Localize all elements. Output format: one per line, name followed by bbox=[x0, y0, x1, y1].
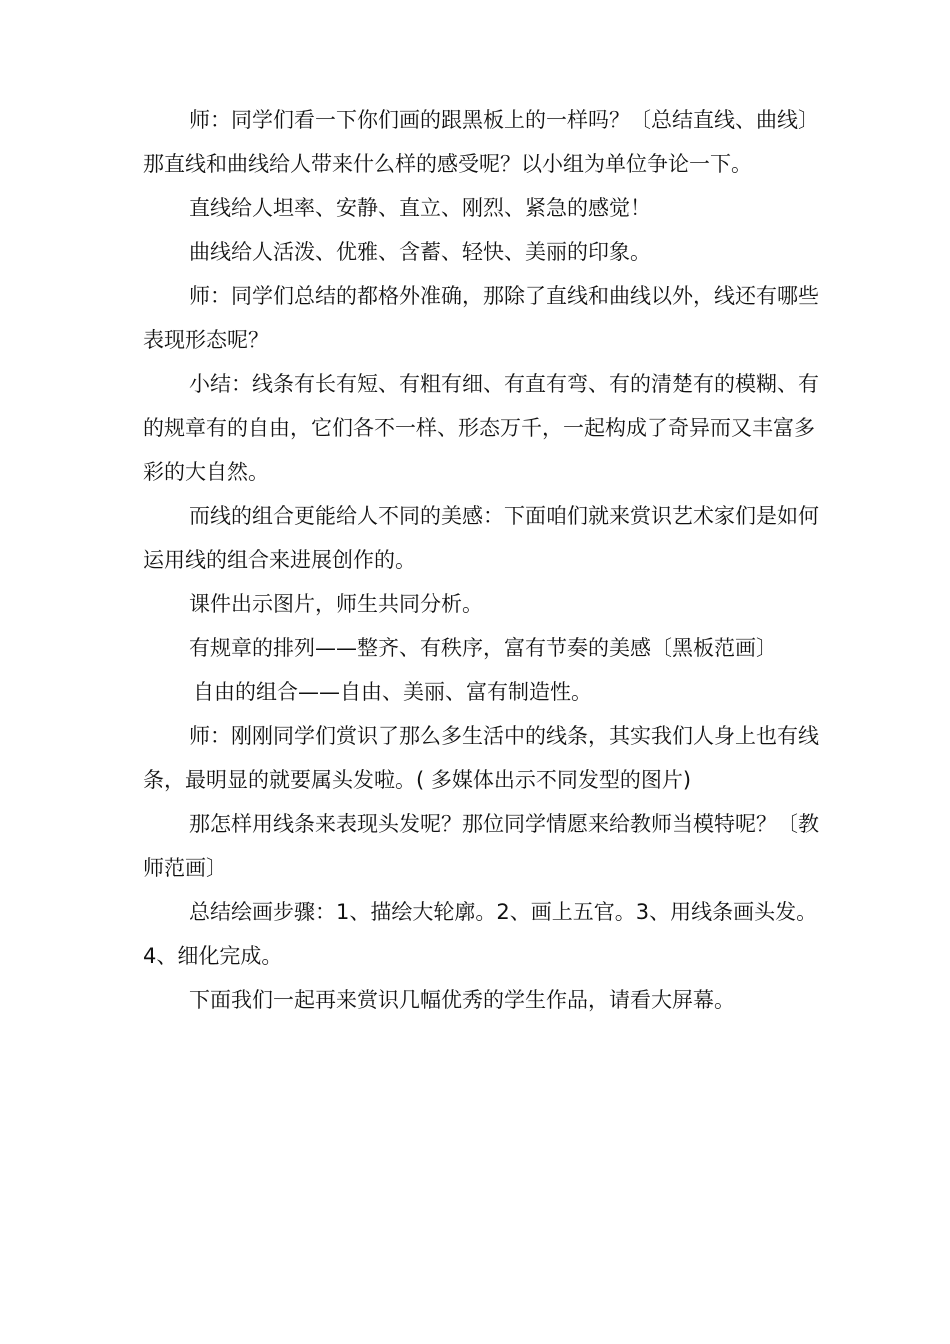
paragraph: 曲线给人活泼、优雅、含蓄、轻快、美丽的印象。 bbox=[189, 240, 651, 264]
paragraph: 下面我们一起再来赏识几幅优秀的学生作品，请看大屏幕。 bbox=[189, 988, 735, 1012]
paragraph: 师：刚刚同学们赏识了那么多生活中的线条，其实我们人身上也有线条，最明显的就要属头发啦。( 多媒体出示不同发型的图片) bbox=[143, 724, 819, 792]
paragraph: 有规章的排列——整齐、有秩序，富有节奏的美感〔黑板范画〕 bbox=[189, 636, 777, 660]
paragraph: 直线给人坦率、安静、直立、刚烈、紧急的感觉！ bbox=[189, 196, 651, 220]
document-body bbox=[143, 98, 823, 1022]
paragraph: 自由的组合——自由、美丽、富有制造性。 bbox=[193, 680, 592, 704]
paragraph: 总结绘画步骤：1、描绘大轮廓。2、画上五官。3、用线条画头发。4、细化完成。 bbox=[143, 900, 818, 968]
paragraph: 而线的组合更能给人不同的美感：下面咱们就来赏识艺术家们是如何运用线的组合来进展创作的。 bbox=[143, 504, 819, 572]
paragraph: 师：同学们看一下你们画的跟黑板上的一样吗？〔总结直线、曲线〕那直线和曲线给人带来什么样的感受呢？以小组为单位争论一下。 bbox=[143, 108, 819, 176]
paragraph: 师：同学们总结的都格外准确，那除了直线和曲线以外，线还有哪些表现形态呢？ bbox=[143, 284, 819, 352]
paragraph: 课件出示图片，师生共同分析。 bbox=[189, 592, 483, 616]
paragraph: 小结：线条有长有短、有粗有细、有直有弯、有的清楚有的模糊、有的规章有的自由，它们各不一样、形态万千，一起构成了奇异而又丰富多彩的大自然。 bbox=[143, 372, 819, 484]
paragraph: 那怎样用线条来表现头发呢？那位同学情愿来给教师当模特呢？〔教师范画〕 bbox=[143, 812, 819, 880]
